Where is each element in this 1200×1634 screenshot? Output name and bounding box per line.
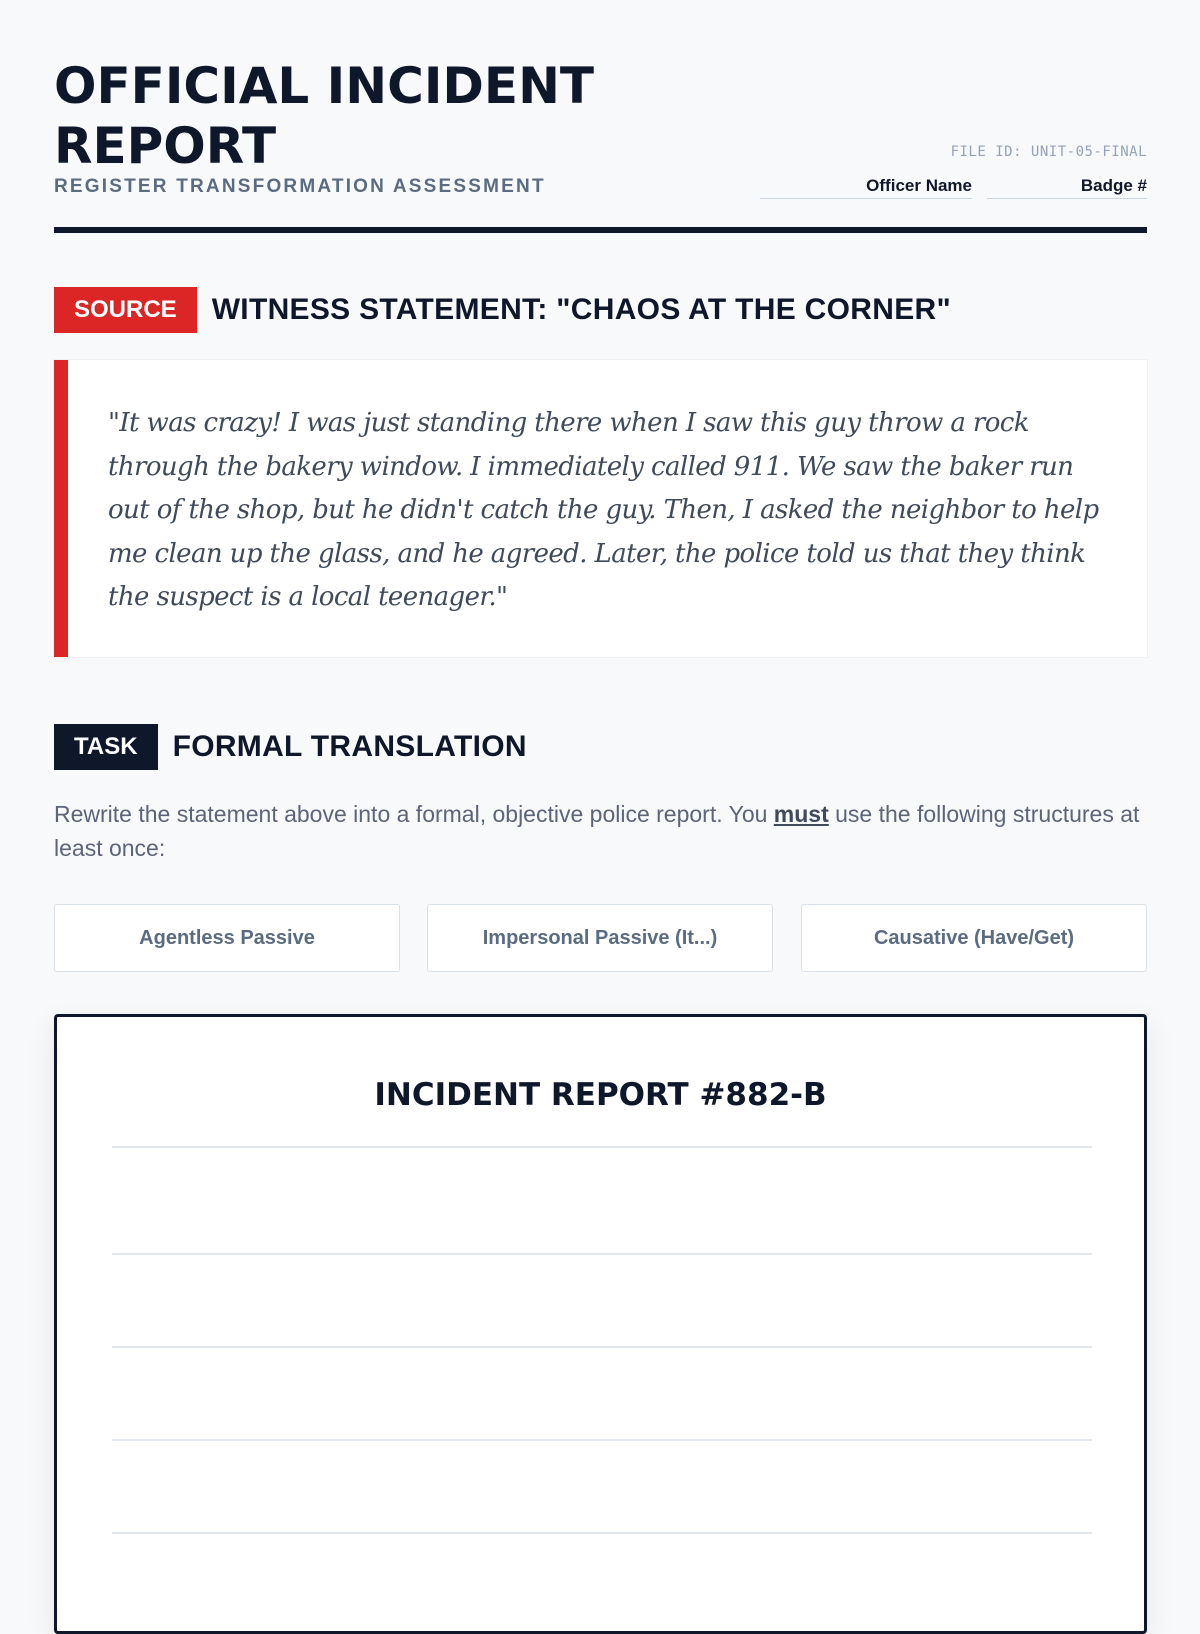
worksheet-page bbox=[54, 0, 1147, 1113]
witness-statement-quote bbox=[54, 360, 1147, 657]
source-title: WITNESS STATEMENT: "CHAOS AT THE CORNER" bbox=[211, 293, 952, 326]
source-tag: SOURCE bbox=[54, 287, 197, 333]
instruction-text-before: Rewrite the statement above into a formal, objective police report. You bbox=[54, 801, 774, 827]
writing-line bbox=[112, 1253, 1092, 1255]
task-section-heading bbox=[54, 724, 527, 770]
task-instructions bbox=[54, 797, 1147, 865]
task-title: FORMAL TRANSLATION bbox=[172, 730, 527, 763]
structure-chip-agentless-passive[interactable]: Agentless Passive bbox=[54, 904, 400, 972]
writing-line bbox=[112, 1532, 1092, 1534]
writing-line bbox=[112, 1346, 1092, 1348]
file-id: FILE ID: UNIT-05-FINAL bbox=[950, 144, 1147, 160]
writing-line bbox=[112, 1439, 1092, 1441]
page-title: OFFICIAL INCIDENT REPORT bbox=[54, 57, 595, 175]
page-subtitle: REGISTER TRANSFORMATION ASSESSMENT bbox=[54, 176, 546, 197]
witness-statement-text: "It was crazy! I was just standing there when I saw this guy throw a rock through the bakery window. I immediately called 911. We saw the baker run out of the shop, but he didn't catch the guy. Then, I asked the neighbor to help me clean up the glass, and he agreed. Later, the police told us that they think the suspect is a local teenager." bbox=[108, 408, 1099, 612]
writing-line bbox=[112, 1146, 1092, 1148]
structure-chip-causative[interactable]: Causative (Have/Get) bbox=[801, 904, 1147, 972]
report-header bbox=[54, 0, 1147, 234]
incident-report-writing-area[interactable] bbox=[54, 1014, 1147, 1634]
officer-name-label: Officer Name bbox=[866, 176, 972, 195]
task-tag: TASK bbox=[54, 724, 158, 770]
structure-chip-impersonal-passive[interactable]: Impersonal Passive (It...) bbox=[427, 904, 773, 972]
badge-number-field[interactable] bbox=[987, 176, 1147, 199]
header-divider bbox=[54, 227, 1147, 233]
source-section-heading bbox=[54, 287, 951, 333]
officer-name-field[interactable] bbox=[760, 176, 972, 199]
instruction-emphasis: must bbox=[773, 801, 829, 827]
instruction-text-after: use the following structures at least once: bbox=[54, 801, 1140, 861]
badge-number-label: Badge # bbox=[1080, 176, 1147, 195]
report-title: INCIDENT REPORT #882-B bbox=[374, 1077, 827, 1113]
